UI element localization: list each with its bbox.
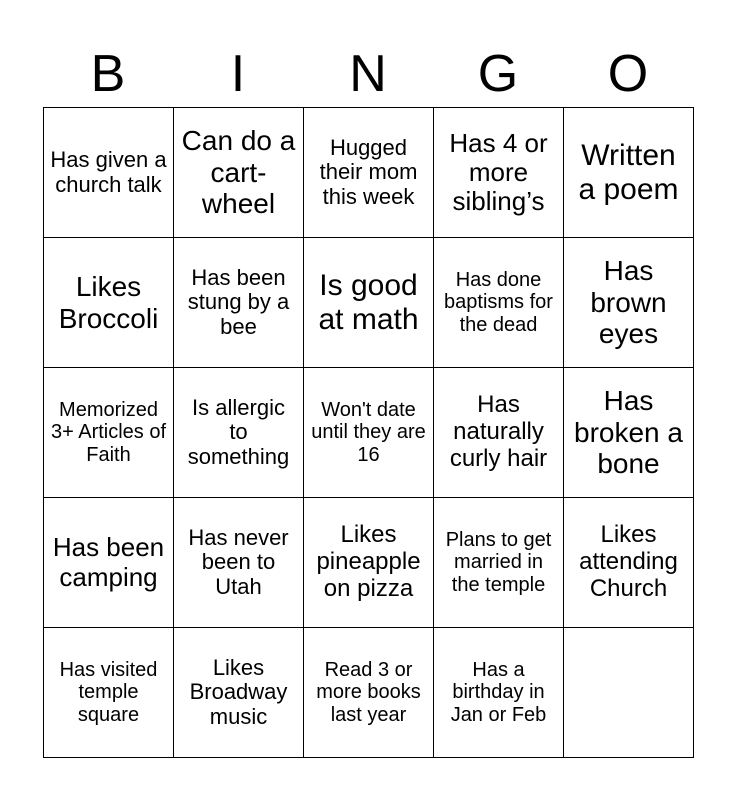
bingo-cell[interactable]: Written a poem — [564, 108, 694, 238]
bingo-cell[interactable]: Has a birthday in Jan or Feb — [434, 628, 564, 758]
bingo-cell[interactable]: Likes pineapple on pizza — [304, 498, 434, 628]
bingo-cell[interactable]: Likes attending Church — [564, 498, 694, 628]
bingo-cell[interactable]: Has been stung by a bee — [174, 238, 304, 368]
bingo-cell[interactable]: Likes Broadway music — [174, 628, 304, 758]
bingo-cell[interactable]: Memorized 3+ Articles of Faith — [44, 368, 174, 498]
bingo-cell[interactable]: Has given a church talk — [44, 108, 174, 238]
bingo-cell[interactable]: Has visited temple square — [44, 628, 174, 758]
bingo-cell[interactable]: Has done baptisms for the dead — [434, 238, 564, 368]
header-letter-i: I — [230, 45, 246, 103]
bingo-cell[interactable]: Has never been to Utah — [174, 498, 304, 628]
bingo-header — [43, 40, 693, 108]
bingo-cell-empty[interactable] — [564, 628, 694, 758]
header-letter-n: N — [349, 45, 387, 103]
header-letter-b: B — [90, 45, 126, 103]
bingo-cell[interactable]: Plans to get married in the temple — [434, 498, 564, 628]
header-letter-o: O — [607, 45, 649, 103]
bingo-cell[interactable]: Is allergic to something — [174, 368, 304, 498]
bingo-cell[interactable]: Can do a cart-wheel — [174, 108, 304, 238]
bingo-cell[interactable]: Has brown eyes — [564, 238, 694, 368]
bingo-cell[interactable]: Has 4 or more sibling’s — [434, 108, 564, 238]
header-letter-g: G — [477, 45, 519, 103]
bingo-cell[interactable]: Has broken a bone — [564, 368, 694, 498]
bingo-cell[interactable]: Won't date until they are 16 — [304, 368, 434, 498]
bingo-cell[interactable]: Has naturally curly hair — [434, 368, 564, 498]
bingo-cell[interactable]: Read 3 or more books last year — [304, 628, 434, 758]
bingo-board — [43, 107, 694, 758]
bingo-cell[interactable]: Hugged their mom this week — [304, 108, 434, 238]
bingo-cell[interactable]: Likes Broccoli — [44, 238, 174, 368]
bingo-cell[interactable]: Has been camping — [44, 498, 174, 628]
bingo-cell[interactable]: Is good at math — [304, 238, 434, 368]
